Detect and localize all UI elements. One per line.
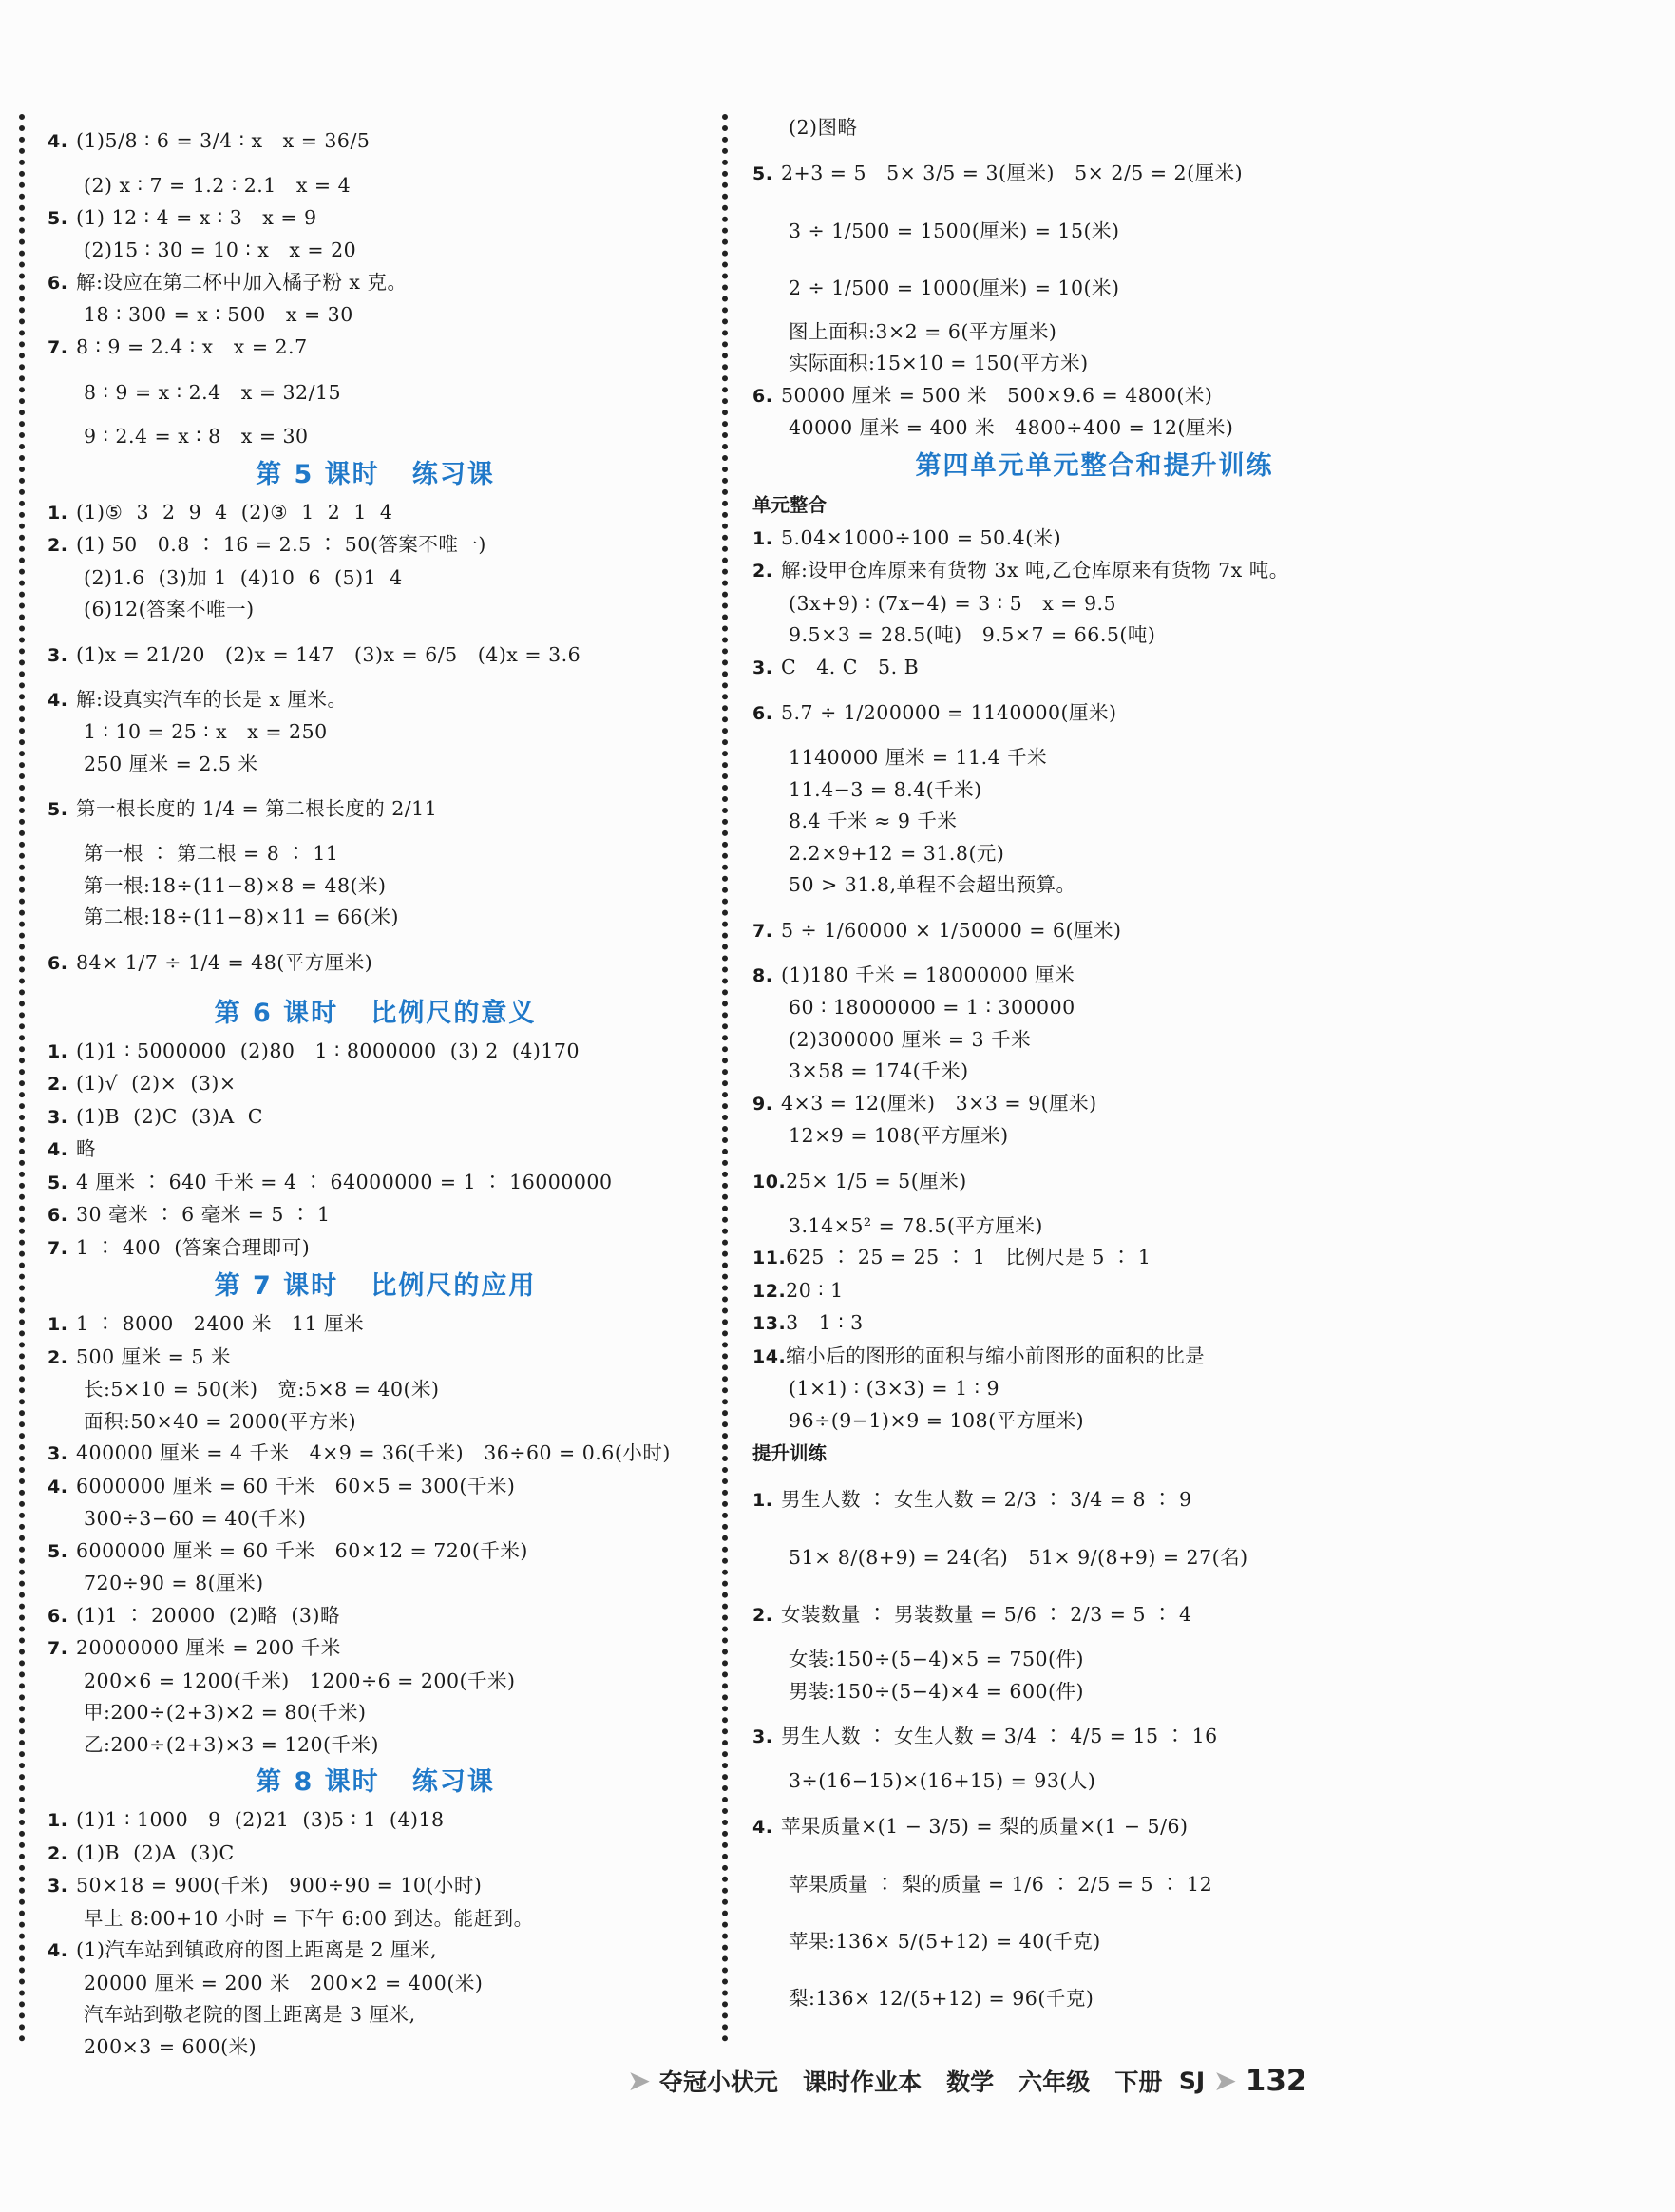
answer-line	[752, 412, 1437, 445]
answer-line	[752, 1341, 1437, 1374]
answer-text: 625 ∶ 25 = 25 ∶ 1 比例尺是 5 ∶ 1	[786, 1246, 1152, 1268]
answer-line	[752, 1970, 1437, 2027]
answer-line	[48, 1568, 703, 1600]
answer-text: 96÷(9−1)×9 = 108(平方厘米)	[789, 1408, 1085, 1432]
answer-text: 200×3 = 600(米)	[84, 2034, 257, 2058]
answer-text: 男生人数 ∶ 女生人数 = 3/4 ∶ 4/5 = 15 ∶ 16	[781, 1725, 1218, 1747]
answer-text: 4×3 = 12(厘米) 3×3 = 9(厘米)	[781, 1091, 1097, 1115]
answer-text: (2)图略	[789, 116, 858, 139]
section-heading: 第四单元单元整合和提升训练	[915, 450, 1274, 481]
answer-text: 缩小后的图形的面积与缩小前图形的面积的比是	[786, 1344, 1206, 1367]
answer-text: 40000 厘米 = 400 米 4800÷400 = 12(厘米)	[789, 416, 1234, 439]
question-number: 8.	[752, 964, 773, 986]
answer-line	[752, 806, 1437, 838]
question-number: 3.	[48, 644, 68, 666]
answer-text: 第二根:18÷(11−8)×11 = 66(米)	[84, 906, 400, 928]
right-column	[752, 112, 1437, 2027]
answer-line	[48, 1935, 703, 1968]
question-number: 2.	[48, 1346, 68, 1368]
answer-line	[752, 1798, 1437, 1856]
answer-text: 8 ∶ 9 = x ∶ 2.4 x = 32/15	[84, 381, 342, 404]
answer-text: 12×9 = 108(平方厘米)	[789, 1124, 1009, 1147]
answer-text: 乙:200÷(2+3)×3 = 120(千米)	[84, 1732, 380, 1756]
answer-line	[48, 1101, 703, 1135]
answer-text: (1) 50 0.8 ∶ 16 = 2.5 ∶ 50(答案不唯一)	[76, 533, 486, 556]
question-number: 5.	[48, 207, 68, 229]
answer-text: (1)⑤ 3 2 9 4 (2)③ 1 2 1 4	[76, 500, 393, 524]
answer-text: 3 1 ∶ 3	[786, 1311, 864, 1334]
question-number: 7.	[48, 336, 68, 358]
answer-line	[48, 1666, 703, 1698]
answer-text: 18 ∶ 300 = x ∶ 500 x = 30	[84, 303, 353, 326]
question-number: 7.	[752, 920, 773, 942]
answer-line	[752, 1056, 1437, 1088]
answer-line	[752, 112, 1437, 144]
answer-line	[48, 1697, 703, 1729]
footer-grade: 六年级	[1018, 2069, 1091, 2096]
answer-line	[752, 1373, 1437, 1405]
question-number: 2.	[752, 1605, 773, 1626]
answer-text: 9 ∶ 2.4 = x ∶ 8 x = 30	[84, 425, 309, 448]
answer-text: (2) x ∶ 7 = 1.2 ∶ 2.1 x = 4	[84, 174, 352, 197]
question-number: 14.	[752, 1345, 787, 1367]
answer-text: 第一根长度的 1/4 = 第二根长度的 2/11	[76, 797, 438, 820]
answer-text: 女装数量 ∶ 男装数量 = 5/6 ∶ 2/3 = 5 ∶ 4	[781, 1603, 1192, 1626]
answer-text: (1)5/8 ∶ 6 = 3/4 ∶ x x = 36/5	[76, 129, 371, 152]
answer-line	[752, 774, 1437, 807]
answer-text: 250 厘米 = 2.5 米	[84, 752, 258, 775]
question-number: 13.	[752, 1313, 787, 1334]
answer-line	[48, 421, 703, 453]
answer-line	[48, 1903, 703, 1936]
question-number: 1.	[752, 527, 773, 549]
answer-text: 6000000 厘米 = 60 千米 60×5 = 300(千米)	[76, 1474, 516, 1497]
answer-text: 20000000 厘米 = 200 千米	[76, 1636, 341, 1659]
answer-text: 实际面积:15×10 = 150(平方米)	[789, 352, 1089, 374]
answer-text: 500 厘米 = 5 米	[76, 1344, 231, 1368]
answer-text: 720÷90 = 8(厘米)	[84, 1572, 264, 1594]
footer-brand: 夺冠小状元	[658, 2069, 778, 2096]
answer-text: (1)1 ∶ 5000000 (2)80 1 ∶ 8000000 (3) 2 (4)170	[76, 1039, 580, 1062]
answer-text: 甲:200÷(2+3)×2 = 80(千米)	[84, 1701, 367, 1724]
answer-line	[752, 902, 1437, 960]
answer-line	[752, 992, 1437, 1024]
answer-line	[48, 1232, 703, 1266]
answer-text: 2.2×9+12 = 31.8(元)	[789, 841, 1005, 865]
answer-text: 5.7 ÷ 1/200000 = 1140000(厘米)	[781, 701, 1117, 724]
footer-book: 课时作业本	[803, 2069, 923, 2096]
answer-text: 11.4−3 = 8.4(千米)	[789, 777, 982, 801]
answer-line	[752, 1707, 1437, 1765]
answer-text: 2+3 = 5 5× 3/5 = 3(厘米) 5× 2/5 = 2(厘米)	[781, 161, 1244, 184]
answer-text: 男生人数 ∶ 女生人数 = 2/3 ∶ 3/4 = 8 ∶ 9	[781, 1488, 1192, 1511]
answer-line	[48, 934, 703, 992]
answer-line	[48, 299, 703, 332]
question-number: 6.	[752, 385, 773, 407]
answer-text: 5.04×1000÷100 = 50.4(米)	[781, 525, 1062, 549]
question-number: 6.	[752, 703, 773, 724]
question-number: 5.	[752, 162, 773, 184]
footer-subject: 数学	[946, 2069, 995, 2096]
answer-text: (3x+9) ∶ (7x−4) = 3 ∶ 5 x = 9.5	[789, 591, 1117, 615]
answer-text: 8 ∶ 9 = 2.4 ∶ x x = 2.7	[76, 334, 308, 358]
answer-text: 200×6 = 1200(千米) 1200÷6 = 200(千米)	[84, 1669, 516, 1692]
question-number: 7.	[48, 1638, 68, 1659]
question-number: 1.	[752, 1490, 773, 1511]
page-footer	[627, 2064, 1482, 2111]
question-number: 9.	[752, 1093, 773, 1115]
answer-line	[48, 1632, 703, 1666]
answer-line	[48, 1999, 703, 2031]
answer-text: 300÷3−60 = 40(千米)	[84, 1507, 307, 1530]
answer-line	[752, 1242, 1437, 1275]
answer-line	[48, 112, 703, 170]
answer-line	[752, 380, 1437, 413]
question-number: 1.	[48, 1040, 68, 1062]
question-number: 7.	[48, 1237, 68, 1259]
question-number: 4.	[48, 1476, 68, 1497]
answer-line	[48, 1503, 703, 1535]
answer-text: 25× 1/5 = 5(厘米)	[786, 1169, 967, 1192]
question-number: 4.	[752, 1816, 773, 1838]
section-heading: 第 7 课时 比例尺的应用	[214, 1271, 537, 1301]
answer-text: 略	[76, 1137, 96, 1160]
question-number: 10.	[752, 1171, 787, 1192]
answer-line	[752, 259, 1437, 316]
answer-text: 50×18 = 900(千米) 900÷90 = 10(小时)	[76, 1874, 483, 1897]
answer-line	[752, 1211, 1437, 1243]
answer-line	[752, 838, 1437, 870]
answer-text: 51× 8/(8+9) = 24(名) 51× 9/(8+9) = 27(名)	[789, 1546, 1248, 1569]
answer-text: 苹果质量 ∶ 梨的质量 = 1/6 ∶ 2/5 = 5 ∶ 12	[789, 1872, 1213, 1896]
answer-line	[752, 588, 1437, 620]
answer-text: 第一根 ∶ 第二根 = 8 ∶ 11	[84, 842, 339, 865]
answer-line	[48, 1600, 703, 1633]
answer-line	[48, 364, 703, 421]
question-number: 4.	[48, 1940, 68, 1961]
answer-line	[752, 1856, 1437, 1913]
answer-text: 20 ∶ 1	[786, 1278, 844, 1302]
section-heading: 第 6 课时 比例尺的意义	[214, 998, 537, 1028]
answer-line	[752, 1586, 1437, 1644]
answer-line	[752, 1913, 1437, 1970]
question-number: 3.	[752, 1726, 773, 1747]
question-number: 6.	[48, 1205, 68, 1226]
answer-line	[48, 235, 703, 267]
answer-line	[752, 960, 1437, 993]
answer-line	[48, 594, 703, 626]
answer-text: (1)汽车站到镇政府的图上距离是 2 厘米,	[76, 1938, 438, 1961]
answer-line	[48, 838, 703, 870]
answer-line	[48, 1968, 703, 2000]
answer-line	[48, 2031, 703, 2064]
answer-line	[48, 1535, 703, 1569]
answer-text: 解:设真实汽车的长是 x 厘米。	[76, 687, 348, 711]
answer-line	[752, 1405, 1437, 1438]
answer-line	[752, 1275, 1437, 1308]
page-number: 132	[1245, 2064, 1307, 2098]
answer-text: 20000 厘米 = 200 米 200×2 = 400(米)	[84, 1971, 484, 1994]
question-number: 6.	[48, 952, 68, 974]
answer-line	[48, 902, 703, 934]
question-number: 4.	[48, 131, 68, 152]
question-number: 5.	[48, 1540, 68, 1562]
question-number: 2.	[48, 1074, 68, 1095]
answer-line	[752, 652, 1437, 685]
question-number: 1.	[48, 1314, 68, 1335]
answer-text: (2)15 ∶ 30 = 10 ∶ x x = 20	[84, 238, 357, 261]
answer-text: (1) 12 ∶ 4 = x ∶ 3 x = 9	[76, 205, 317, 229]
answer-line	[752, 869, 1437, 902]
question-number: 3.	[48, 1443, 68, 1464]
answer-line	[48, 1167, 703, 1200]
answer-line	[752, 523, 1437, 556]
answer-text: 3.14×5² = 78.5(平方厘米)	[789, 1213, 1043, 1237]
question-number: 3.	[48, 1106, 68, 1128]
answer-line	[48, 716, 703, 749]
binding-dots-left	[19, 114, 25, 2043]
answer-line	[752, 1153, 1437, 1211]
answer-line	[752, 202, 1437, 259]
answer-line	[752, 1088, 1437, 1121]
answer-text: 图上面积:3×2 = 6(平方厘米)	[789, 319, 1057, 343]
answer-line	[752, 620, 1437, 652]
answer-text: (1)B (2)C (3)A C	[76, 1104, 263, 1128]
answer-text: (2)1.6 (3)加 1 (4)10 6 (5)1 4	[84, 565, 403, 589]
binding-dots-right	[722, 114, 728, 2043]
answer-line	[48, 1438, 703, 1471]
answer-text: 400000 厘米 = 4 千米 4×9 = 36(千米) 36÷60 = 0.6(小时)	[76, 1441, 671, 1464]
answer-text: (1)180 千米 = 18000000 厘米	[781, 963, 1075, 986]
answer-text: 9.5×3 = 28.5(吨) 9.5×7 = 66.5(吨)	[789, 623, 1156, 646]
answer-text: 5 ÷ 1/60000 × 1/50000 = 6(厘米)	[781, 918, 1122, 942]
answer-line	[48, 1342, 703, 1375]
section-heading: 第 5 课时 练习课	[256, 459, 495, 489]
answer-text: 84× 1/7 ÷ 1/4 = 48(平方厘米)	[76, 950, 373, 974]
answer-text: 1140000 厘米 = 11.4 千米	[789, 746, 1048, 769]
answer-line	[48, 1838, 703, 1871]
answer-line	[48, 170, 703, 202]
answer-text: 梨:136× 12/(5+12) = 96(千克)	[789, 1986, 1094, 2010]
answer-line	[48, 497, 703, 530]
answer-text: 早上 8:00+10 小时 = 下午 6:00 到达。能赶到。	[84, 1906, 534, 1930]
answer-text: 苹果:136× 5/(5+12) = 40(千克)	[789, 1929, 1101, 1953]
answer-text: 8.4 千米 ≈ 9 千米	[789, 810, 958, 832]
answer-line	[48, 529, 703, 563]
answer-line	[752, 1644, 1437, 1676]
question-number: 2.	[48, 1842, 68, 1864]
chevron-right-icon: ➤	[627, 2064, 652, 2098]
answer-text: (1)1 ∶ 1000 9 (2)21 (3)5 ∶ 1 (4)18	[76, 1808, 445, 1831]
answer-text: (1×1) ∶ (3×3) = 1 ∶ 9	[789, 1377, 1000, 1400]
answer-line	[752, 555, 1437, 588]
answer-line	[48, 780, 703, 838]
question-number: 2.	[752, 561, 773, 582]
answer-line	[48, 202, 703, 236]
answer-line	[48, 1471, 703, 1504]
answer-text: 60 ∶ 18000000 = 1 ∶ 300000	[789, 996, 1075, 1019]
answer-text: 解:设应在第二杯中加入橘子粉 x 克。	[76, 270, 408, 294]
answer-line	[752, 1676, 1437, 1708]
question-number: 4.	[48, 689, 68, 711]
answer-text: 1 ∶ 8000 2400 米 11 厘米	[76, 1312, 365, 1335]
answer-text: 2 ÷ 1/500 = 1000(厘米) = 10(米)	[789, 276, 1120, 299]
question-number: 6.	[48, 1605, 68, 1627]
answer-line	[752, 1529, 1437, 1586]
answer-text: 3×58 = 174(千米)	[789, 1059, 969, 1082]
question-number: 11.	[752, 1248, 787, 1268]
answer-line	[48, 267, 703, 300]
answer-line	[48, 1374, 703, 1406]
left-column	[48, 112, 703, 2063]
question-number: 1.	[48, 502, 68, 524]
answer-line	[48, 749, 703, 781]
answer-text: 第一根:18÷(11−8)×8 = 48(米)	[84, 873, 387, 897]
answer-text: 30 毫米 ∶ 6 毫米 = 5 ∶ 1	[76, 1203, 331, 1226]
answer-text: 苹果质量×(1 − 3/5) = 梨的质量×(1 − 5/6)	[781, 1814, 1189, 1838]
answer-line	[752, 144, 1437, 202]
section-heading: 第 8 课时 练习课	[256, 1767, 495, 1797]
answer-line	[48, 1308, 703, 1342]
answer-text: 3÷(16−15)×(16+15) = 93(人)	[789, 1769, 1096, 1792]
answer-line	[752, 1765, 1437, 1798]
subsection-heading: 提升训练	[752, 1442, 828, 1464]
footer-volume: 下册	[1114, 2069, 1163, 2096]
answer-text: (6)12(答案不唯一)	[84, 598, 255, 620]
answer-line	[48, 1870, 703, 1903]
answer-line	[752, 1471, 1437, 1529]
subsection-heading: 单元整合	[752, 493, 828, 516]
answer-text: 50000 厘米 = 500 米 500×9.6 = 4800(米)	[781, 383, 1213, 407]
answer-text: 1 ∶ 10 = 25 ∶ x x = 250	[84, 720, 328, 743]
question-number: 2.	[48, 535, 68, 556]
answer-line	[48, 332, 703, 365]
answer-line	[752, 348, 1437, 380]
answer-line	[752, 316, 1437, 349]
question-number: 5.	[48, 799, 68, 820]
answer-line	[48, 1406, 703, 1439]
answer-text: 汽车站到敬老院的图上距离是 3 厘米,	[84, 2003, 416, 2026]
answer-text: (1)1 ∶ 20000 (2)略 (3)略	[76, 1603, 340, 1627]
answer-text: (1)B (2)A (3)C	[76, 1840, 235, 1864]
question-number: 3.	[48, 1876, 68, 1897]
answer-line	[752, 684, 1437, 742]
answer-line	[48, 563, 703, 595]
answer-line	[752, 1120, 1437, 1153]
answer-line	[752, 1024, 1437, 1057]
footer-edition: SJ	[1178, 2067, 1206, 2095]
answer-line	[48, 1068, 703, 1101]
question-number: 4.	[48, 1139, 68, 1160]
answer-line	[752, 742, 1437, 774]
answer-line	[48, 1199, 703, 1232]
answer-line	[48, 626, 703, 684]
answer-line	[752, 1307, 1437, 1341]
answer-text: 解:设甲仓库原来有货物 3x 吨,乙仓库原来有货物 7x 吨。	[781, 559, 1289, 582]
answer-text: 男装:150÷(5−4)×4 = 600(件)	[789, 1679, 1085, 1703]
answer-text: 女装:150÷(5−4)×5 = 750(件)	[789, 1648, 1085, 1670]
answer-text: (1)√ (2)× (3)×	[76, 1072, 237, 1095]
question-number: 3.	[752, 657, 773, 678]
answer-line	[48, 684, 703, 717]
answer-line	[48, 1729, 703, 1762]
answer-text: 6000000 厘米 = 60 千米 60×12 = 720(千米)	[76, 1538, 528, 1562]
answer-text: 1 ∶ 400 (答案合理即可)	[76, 1235, 311, 1259]
answer-line	[48, 870, 703, 903]
answer-text: 面积:50×40 = 2000(平方米)	[84, 1409, 357, 1433]
answer-line	[48, 1036, 703, 1069]
chevron-right-icon: ➤	[1212, 2064, 1238, 2098]
answer-line	[48, 1804, 703, 1838]
answer-line	[48, 1134, 703, 1167]
answer-text: 4 厘米 ∶ 640 千米 = 4 ∶ 64000000 = 1 ∶ 16000000	[76, 1170, 613, 1193]
question-number: 5.	[48, 1172, 68, 1193]
answer-text: (1)x = 21/20 (2)x = 147 (3)x = 6/5 (4)x = 3.6	[76, 642, 581, 666]
answer-text: 50 > 31.8,单程不会超出预算。	[789, 873, 1076, 896]
answer-text: 3 ÷ 1/500 = 1500(厘米) = 15(米)	[789, 219, 1120, 242]
question-number: 6.	[48, 272, 68, 294]
question-number: 12.	[752, 1280, 787, 1302]
answer-text: C 4. C 5. B	[781, 655, 920, 678]
question-number: 1.	[48, 1810, 68, 1831]
answer-text: 长:5×10 = 50(米) 宽:5×8 = 40(米)	[84, 1378, 440, 1401]
answer-text: (2)300000 厘米 = 3 千米	[789, 1027, 1032, 1051]
